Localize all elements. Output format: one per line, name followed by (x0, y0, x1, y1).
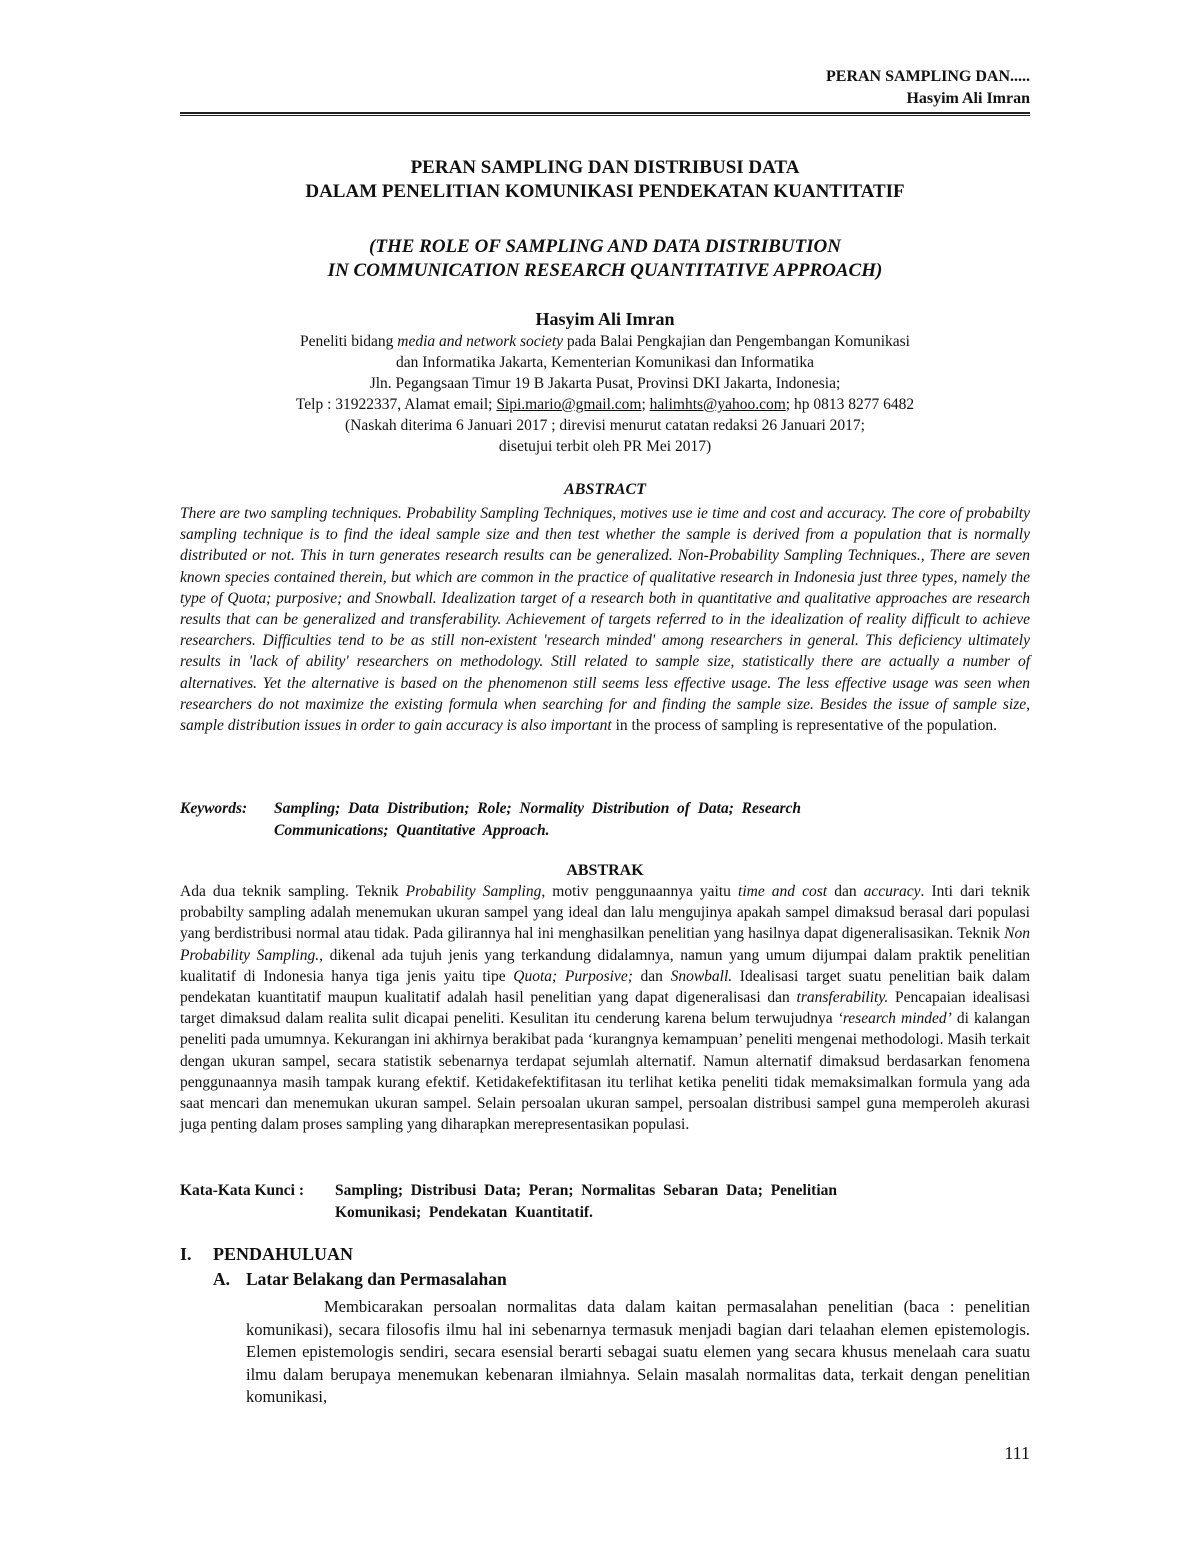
section-number: I. (180, 1244, 192, 1264)
author-affiliation (180, 331, 1030, 457)
english-title-line-1: (THE ROLE OF SAMPLING AND DATA DISTRIBUTION (369, 236, 841, 257)
abstrak-italic: Snowball. (670, 967, 733, 985)
running-title: PERAN SAMPLING DAN..... (826, 68, 1030, 85)
body-paragraph: Membicarakan persoalan normalitas data dalam kaitan permasalahan penelitian (baca : penelitian komunikasi), secara filosofis ilmu hal ini sebenarnya termasuk menjadi bagian dari telaahan elemen epistemologis. Elemen epistemologis sendiri, secara esensial berarti sebagai suatu elemen yang secara khusus menelaah cara suatu ilmu dalam berupaya menemukan kebenaran ilmiahnya. Selain masalah normalitas data, terkait dengan penelitian komunikasi, (246, 1297, 1030, 1407)
abstrak-italic: time and cost (738, 883, 828, 900)
keywords (180, 798, 960, 842)
keywords-label: Keywords: (180, 800, 248, 817)
approved-line: disetujui terbit oleh PR Mei 2017) (498, 438, 712, 455)
affiliation-italic: media and network society (397, 333, 564, 350)
abstrak-text: Pencapaian idealisasi target dimaksud dalam realita sulit dicapai peneliti. Kesulitan itu cenderung karena belum terwujudnya (180, 989, 1030, 1028)
email-link-2[interactable]: halimhts@yahoo.com (649, 396, 786, 413)
abstrak-italic: Probability Sampling (405, 883, 542, 900)
email-link-1[interactable]: Sipi.mario@gmail.com (496, 396, 642, 413)
abstrak-text: di kalangan peneliti pada umumnya. Kekurangan ini akhirnya berakibat pada ‘kurangnya kemampuan’ peneliti mengenai methodologi. Masih terkait dengan ukuran sampel, secara statistik sebenarnya terdapat sejumlah alternatif. Namun alternatif dimaksud berdasarkan fenomena penggunaannya masih tampak kurang efektif. Ketidakefektifitasan itu terlihat ketika peneliti tidak memaksimalkan formula yang ada saat mencari dan menemukan ukuran sampel. Selain persoalan ukuran sampel, persoalan distribusi sampel guna memperoleh akurasi juga penting dalam proses sampling yang diharapkan merepresentasikan populasi. (180, 1010, 1030, 1134)
affiliation-text: Peneliti bidang (300, 333, 398, 350)
contact-separator: ; (641, 396, 650, 413)
contact-line (180, 394, 1030, 415)
abstrak-body (180, 881, 1030, 1135)
kata-kunci-line-2: Komunikasi; Pendekatan Kuantitatif. (335, 1204, 593, 1221)
subsection-title: Latar Belakang dan Permasalahan (246, 1269, 507, 1289)
section-heading (180, 1244, 353, 1265)
kata-kunci-line-1: Sampling; Distribusi Data; Peran; Normalitas Sebaran Data; Penelitian (335, 1182, 838, 1199)
keywords-line-1: Sampling; Data Distribution; Role; Normality Distribution of Data; Research (274, 800, 802, 817)
english-title-line-2: IN COMMUNICATION RESEARCH QUANTITATIVE APPROACH) (327, 260, 883, 281)
paper-title (180, 156, 1030, 204)
abstrak-italic: accuracy (863, 883, 921, 900)
section-title: PENDAHULUAN (213, 1244, 354, 1264)
abstract-italic-text: There are two sampling techniques. Probability Sampling Techniques, motives use ie time and cost and accuracy. The core of probabilty sampling technique is to find the ideal sample size and then test whether the sample is derived from a population that is normally distributed or not. This in turn generates research results can be generalized. Non-Probability Sampling Techniques., There are seven known species contained therein, but which are common in the practice of qualitative research in Indonesia just three types, namely the type of Quota; purposive; and Snowball. Idealization target of a research both in quantitative and qualitative approaches are research results that can be generalized and transferability. Achievement of targets referred to in the idealization of reality difficult to achieve researchers. Difficulties tend to be as still non-existent 'research minded' among researchers in general. This deficiency ultimately results in 'lack of ability' researchers on methodology. Still related to sample size, statistically there are actually a number of alternatives. Yet the alternative is based on the phenomenon still seems less effective usage. The less effective usage was seen when researchers do not maximize the existing formula when searching for and finding the sample size. Besides the issue of sample size, sample distribution issues in order to gain accuracy is also important (180, 505, 1030, 735)
abstrak-heading: ABSTRAK (566, 862, 644, 879)
affiliation-line-1 (180, 331, 1030, 352)
abstrak-text: . Inti dari teknik probabilty sampling adalah menemukan ukuran sampel yang ideal dan lalu mengujinya apakah sampel dimaksud berasal dari populasi yang berdistribusi normal atau tidak. Pada gilirannya hal ini menghasilkan penelitian yang hasilnya dapat digeneralisasikan. Teknik (180, 883, 1030, 943)
author-name: Hasyim Ali Imran (535, 309, 675, 329)
affiliation-line-2: dan Informatika Jakarta, Kementerian Komunikasi dan Informatika (396, 354, 814, 371)
header-divider (180, 112, 1030, 116)
running-author: Hasyim Ali Imran (906, 90, 1030, 107)
abstrak-italic: transferability. (796, 989, 889, 1007)
affiliation-text-2: pada Balai Pengkajian dan Pengembangan Komunikasi (563, 333, 910, 350)
kata-kunci-label: Kata-Kata Kunci : (180, 1182, 304, 1199)
abstrak-italic: Non Probability Sampling. (180, 925, 1030, 964)
received-line: (Naskah diterima 6 Januari 2017 ; direvisi menurut catatan redaksi 26 Januari 2017; (345, 417, 865, 434)
abstrak-text: , dikenal ada tujuh jenis yang terkandung didalamnya, namun yang umum dijumpai dalam praktik penelitian kualitatif di Indonesia hanya tiga jenis yaitu tipe (180, 946, 1030, 985)
abstrak-text: dan (632, 967, 671, 985)
abstract-heading: ABSTRACT (564, 481, 646, 498)
phone-text: ; hp 0813 8277 6482 (785, 396, 915, 413)
abstrak-text: Idealisasi target suatu penelitian baik dalam pendekatan kuantitatif maupun kualitatif adalah hasil penelitian yang dapat digeneralisasi dan (180, 967, 1031, 1007)
address-line: Jln. Pegangsaan Timur 19 B Jakarta Pusat, Provinsi DKI Jakarta, Indonesia; (369, 375, 841, 392)
subsection-heading (213, 1269, 507, 1290)
running-header (826, 66, 1030, 110)
title-line-1: PERAN SAMPLING DAN DISTRIBUSI DATA (410, 157, 800, 178)
subsection-number: A. (213, 1269, 231, 1289)
abstrak-text: Ada dua teknik sampling. Teknik (180, 883, 406, 900)
abstract-body (180, 503, 1030, 736)
abstrak-italic: Quota; Purposive; (513, 967, 633, 985)
english-title (180, 235, 1030, 283)
title-line-2: DALAM PENELITIAN KOMUNIKASI PENDEKATAN KUANTITATIF (305, 181, 905, 202)
abstrak-text: , motiv penggunaannya yaitu (541, 883, 739, 900)
abstrak-text: dan (827, 883, 864, 900)
kata-kunci (180, 1180, 960, 1224)
page-number: 111 (1004, 1443, 1030, 1463)
contact-text: Telp : 31922337, Alamat email; (295, 396, 497, 413)
abstrak-italic: ‘research minded’ (837, 1010, 952, 1028)
keywords-line-2: Communications; Quantitative Approach. (274, 822, 550, 839)
abstract-normal-text: in the process of sampling is representative of the population. (611, 717, 997, 735)
